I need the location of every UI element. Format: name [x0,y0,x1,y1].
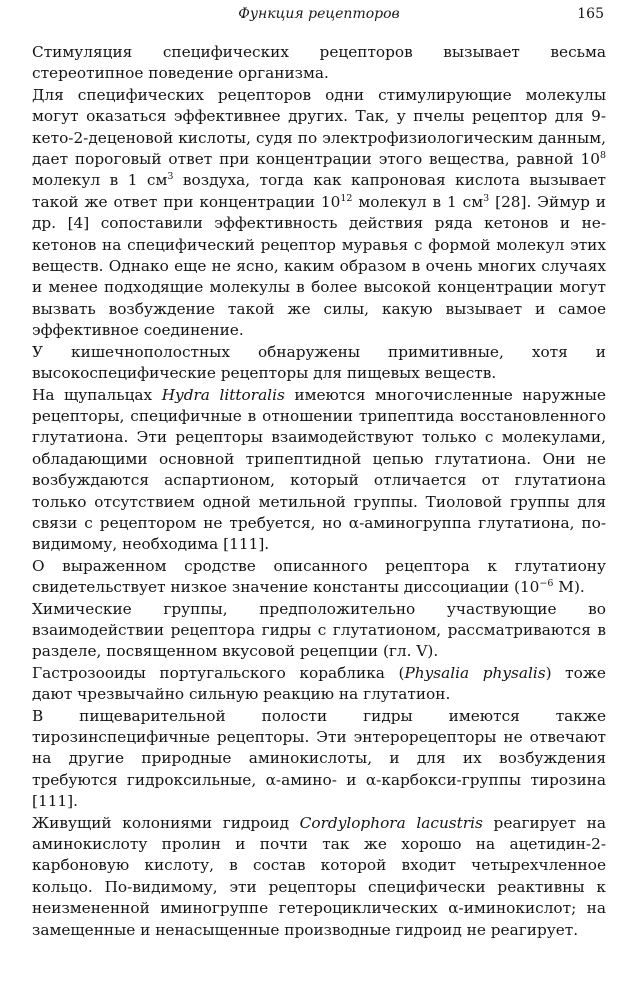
paragraph-6: Химические группы, предположительно участвующие во взаимодействии рецептора гидры с глутатионом, рассматриваются в разделе, посвященном вкусовой рецепции (гл. V). [32,599,606,661]
page-header [32,4,606,34]
superscript: 3 [483,192,490,204]
paragraph-7-text-a: Гастрозооиды португальского кораблика ( [32,663,405,682]
paragraph-7-text-b: ) тоже дают чрезвычайно сильную реакцию на глутатион. [32,663,606,704]
paragraph-5 [32,556,606,599]
species-name: Physalia physalis [404,663,546,682]
species-name: Cordylophora lacustris [299,813,483,832]
paragraph-2-text-a: Для специфических рецепторов одни стимулирующие молекулы могут оказаться эффективнее других. Так, у пчелы рецептор для 9-кето-2-деценовой кислоты, судя по электрофизиологическим данным, дает пороговый ответ при концентрации этого вещества, равной 10 [32,85,606,169]
paragraph-4-text-a: На щупальцах [32,385,162,404]
paragraph-2 [32,85,606,342]
body-text [32,42,606,941]
paragraph-2-text-c: воздуха, тогда как капроновая кислота вызывает такой же ответ при концентрации 10 [32,171,606,211]
paragraph-4 [32,385,606,556]
superscript: −6 [539,578,554,590]
superscript: 12 [340,192,353,204]
paragraph-2-text-e: [28]. Эймур и др. [4] сопоставили эффективность действия ряда кетонов и не-кетонов на специфический рецептор муравья с формой молекул этих веществ. Однако еще не ясно, каким образом в очень многих случаях и менее подходящие молекулы в более высокой концентрации могут вызвать возбуждение такой же силы, какую вызывает и самое эффективное соединение. [32,192,606,340]
paragraph-3: У кишечнополостных обнаружены примитивные, хотя и высокоспецифические рецепторы для пищевых веществ. [32,342,606,383]
superscript: 8 [599,150,606,162]
running-title: Функция рецепторов [238,6,400,22]
paragraph-9 [32,813,606,941]
paragraph-9-text-a: Живущий колониями гидроид [32,813,300,832]
paragraph-4-text-b: имеются многочисленные наружные рецепторы, специфичные в отношении трипептида восстановленного глутатиона. Эти рецепторы взаимодействуют только с молекулами, обладающими основной трипептидной цепью глутатиона. Они не возбуждаются аспартионом, который отличается от глутатиона только отсутствием одной метильной группы. Тиоловой группы для связи с рецептором не требуется, но α-аминогруппа глутатиона, по-видимому, необходима [111]. [32,385,606,554]
paragraph-8: В пищеварительной полости гидры имеются также тирозинспецифичные рецепторы. Эти энтерорецепторы не отвечают на другие природные аминокислоты, и для их возбуждения требуются гидроксильные, α-амино- и α-карбокси-группы тирозина [111]. [32,706,606,811]
superscript: 3 [167,171,174,183]
paragraph-5-text-a: О выраженном сродстве описанного рецептора к глутатиону свидетельствует низкое значение константы диссоциации (10 [32,556,606,597]
species-name: Hydra littoralis [161,385,285,404]
page-number: 165 [577,6,604,22]
paragraph-2-text-b: молекул в 1 см [32,171,168,190]
paragraph-9-text-b: реагирует на аминокислоту пролин и почти так же хорошо на ацетидин-2-карбоновую кислоту, в состав которой входит четырехчленное кольцо. По-видимому, эти рецепторы специфически реактивны к неизмененной иминогруппе гетероциклических α-иминокислот; на замещенные и ненасыщенные производные гидроид не реагирует. [32,813,606,939]
paragraph-7 [32,663,606,706]
paragraph-2-text-d: молекул в 1 см [352,192,484,211]
paragraph-1: Стимуляция специфических рецепторов вызывает весьма стереотипное поведение организма. [32,43,606,83]
paragraph-5-text-b: M). [553,578,585,597]
